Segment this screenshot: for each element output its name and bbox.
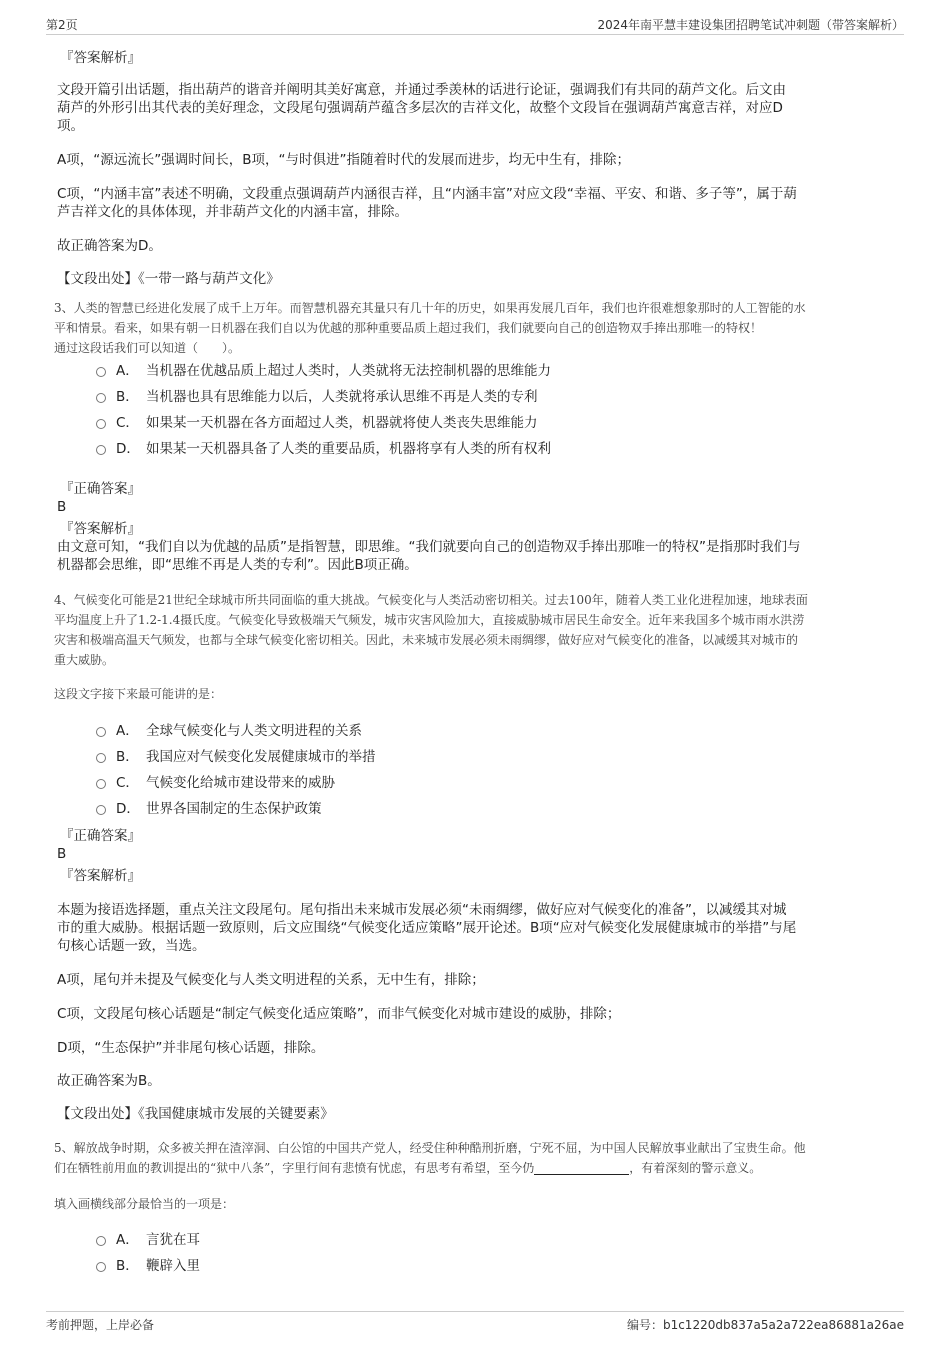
analysis-text: 句核心话题一致，当选。	[57, 938, 206, 954]
analysis-text: 由文意可知，“我们自以为优越的品质”是指智慧，即思维。“我们就要向自己的创造物双手捧出那唯一的特权”是指那时我们与	[57, 539, 801, 555]
option-b[interactable]: B． 当机器也具有思维能力以后，人类就将承认思维不再是人类的专利	[96, 388, 538, 406]
answer-label: 『正确答案』	[60, 828, 141, 844]
analysis-text: 故正确答案为B。	[57, 1073, 161, 1089]
analysis-label: 『答案解析』	[60, 50, 141, 66]
analysis-text: 故正确答案为D。	[57, 238, 162, 254]
analysis-label: 『答案解析』	[60, 868, 141, 884]
document-id: 编号：b1c1220db837a5a2a722ea86881a26ae	[626, 1318, 904, 1332]
radio-icon[interactable]	[96, 445, 106, 455]
analysis-text: C项，文段尾句核心话题是“制定气候变化适应策略”，而非气候变化对城市建设的威胁，排除；	[57, 1006, 621, 1022]
question-stem: 灾害和极端高温天气频发，也都与全球气候变化密切相关。因此，未来城市发展必须未雨绸缪，做好应对气候变化的准备，以减缓其对城市的	[54, 633, 799, 647]
option-d[interactable]: D． 如果某一天机器具备了人类的重要品质，机器将享有人类的所有权利	[96, 440, 551, 458]
analysis-text: 本题为接语选择题，重点关注文段尾句。尾句指出未来城市发展必须“未雨绸缪，做好应对气候变化的准备”，以减缓其对城	[57, 902, 787, 918]
fill-in-blank	[534, 1160, 629, 1175]
radio-icon[interactable]	[96, 393, 106, 403]
question-stem: 4、气候变化可能是21世纪全球城市所共同面临的重大挑战。气候变化与人类活动密切相关。过去100年，随着人类工业化进程加速，地球表面	[54, 593, 808, 607]
radio-icon[interactable]	[96, 419, 106, 429]
answer-value: B	[57, 499, 67, 515]
radio-icon[interactable]	[96, 727, 106, 737]
footer-slogan: 考前押题，上岸必备	[46, 1318, 155, 1332]
analysis-text: 机器都会思维，即“思维不再是人类的专利”。因此B项正确。	[57, 557, 418, 573]
source-citation: 【文段出处】《一带一路与葫芦文化》	[57, 271, 280, 287]
option-d[interactable]: D． 世界各国制定的生态保护政策	[96, 800, 322, 818]
analysis-text: 文段开篇引出话题，指出葫芦的谐音并阐明其美好寓意，并通过季羡林的话进行论证，强调我们有共同的葫芦文化。后文由	[57, 82, 786, 98]
question-stem: 3、人类的智慧已经进化发展了成千上万年。而智慧机器充其量只有几十年的历史，如果再发展几百年，我们也许很难想象那时的人工智能的水	[54, 301, 806, 315]
option-c[interactable]: C． 气候变化给城市建设带来的威胁	[96, 774, 335, 792]
analysis-label: 『答案解析』	[60, 521, 141, 537]
analysis-text: D项，“生态保护”并非尾句核心话题，排除。	[57, 1040, 325, 1056]
radio-icon[interactable]	[96, 753, 106, 763]
question-stem: 们在牺牲前用血的教训提出的“狱中八条”，字里行间有悲愤有忧虑，有思考有希望，至今仍 ，有着深刻的警示意义。	[54, 1161, 762, 1175]
radio-icon[interactable]	[96, 367, 106, 377]
question-stem: 5、解放战争时期，众多被关押在渣滓洞、白公馆的中国共产党人，经受住种种酷刑折磨，宁死不屈，为中国人民解放事业献出了宝贵生命。他	[54, 1141, 806, 1155]
question-stem: 平和情景。看来，如果有朝一日机器在我们自以为优越的那种重要品质上超过我们，我们就要向自己的创造物双手捧出那唯一的特权！	[54, 321, 763, 335]
question-stem: 重大威胁。	[54, 653, 115, 667]
option-a[interactable]: A． 当机器在优越品质上超过人类时，人类就将无法控制机器的思维能力	[96, 362, 551, 380]
option-b[interactable]: B． 鞭辟入里	[96, 1257, 200, 1275]
analysis-text: A项，尾句并未提及气候变化与人类文明进程的关系，无中生有，排除；	[57, 972, 485, 988]
question-prompt: 填入画横线部分最恰当的一项是：	[54, 1197, 235, 1211]
analysis-text: 芦吉祥文化的具体体现，并非葫芦文化的内涵丰富，排除。	[57, 204, 408, 220]
page-number: 第2页	[46, 18, 78, 32]
option-a[interactable]: A． 全球气候变化与人类文明进程的关系	[96, 722, 362, 740]
analysis-text: 项。	[57, 118, 84, 134]
analysis-text: A项，“源远流长”强调时间长，B项，“与时俱进”指随着时代的发展而进步，均无中生有，排除；	[57, 152, 630, 168]
option-a[interactable]: A． 言犹在耳	[96, 1231, 200, 1249]
analysis-text: C项，“内涵丰富”表述不明确，文段重点强调葫芦内涵很吉祥，且“内涵丰富”对应文段“幸福、平安、和谐、多子等”，属于葫	[57, 186, 797, 202]
question-stem: 通过这段话我们可以知道（ ）。	[54, 341, 241, 355]
page-header	[46, 14, 904, 35]
radio-icon[interactable]	[96, 1262, 106, 1272]
option-b[interactable]: B． 我国应对气候变化发展健康城市的举措	[96, 748, 376, 766]
question-prompt: 这段文字接下来最可能讲的是：	[54, 687, 223, 701]
source-citation: 【文段出处】《我国健康城市发展的关键要素》	[57, 1106, 334, 1122]
radio-icon[interactable]	[96, 1236, 106, 1246]
document-title: 2024年南平慧丰建设集团招聘笔试冲刺题（带答案解析）	[597, 18, 904, 32]
answer-label: 『正确答案』	[60, 481, 141, 497]
page-footer	[46, 1311, 904, 1334]
option-c[interactable]: C． 如果某一天机器在各方面超过人类，机器就将使人类丧失思维能力	[96, 414, 538, 432]
radio-icon[interactable]	[96, 779, 106, 789]
analysis-text: 市的重大威胁。根据话题一致原则，后文应围绕“气候变化适应策略”展开论述。B项“应对气候变化发展健康城市的举措”与尾	[57, 920, 797, 936]
radio-icon[interactable]	[96, 805, 106, 815]
answer-value: B	[57, 846, 67, 862]
analysis-text: 葫芦的外形引出其代表的美好理念，文段尾句强调葫芦蕴含多层次的吉祥文化，故整个文段旨在强调葫芦寓意吉祥，对应D	[57, 100, 783, 116]
question-stem: 平均温度上升了1.2-1.4摄氏度。气候变化导致极端天气频发，城市灾害风险加大，直接威胁城市居民生命安全。近年来我国多个城市雨水洪涝	[54, 613, 805, 627]
